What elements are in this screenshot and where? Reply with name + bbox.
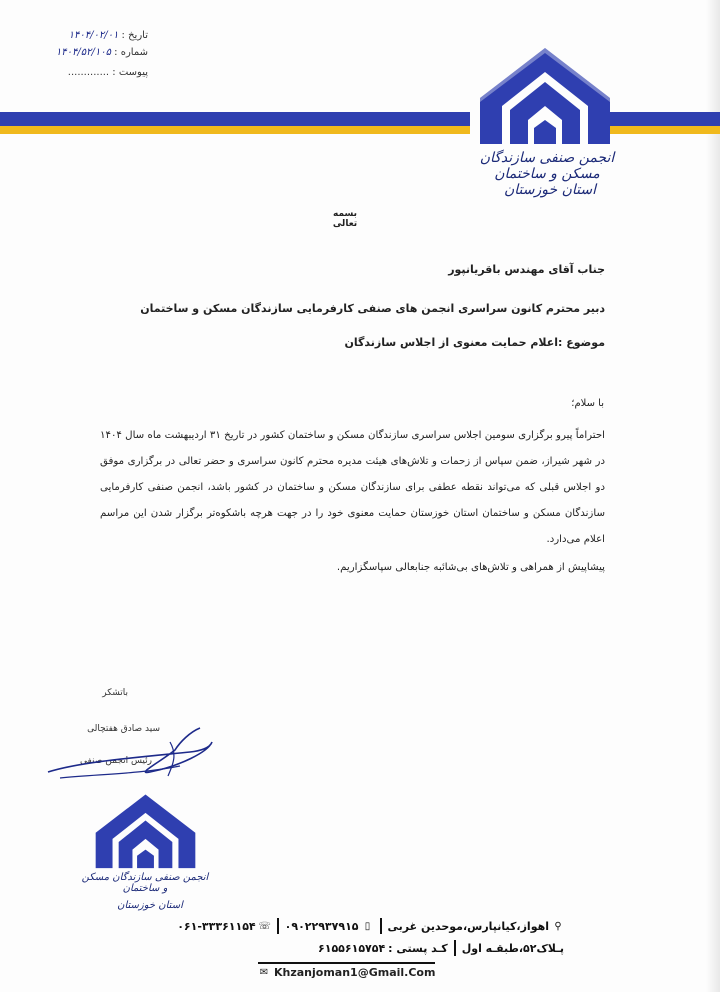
logo-icon	[470, 40, 620, 150]
footer-separator	[277, 918, 279, 934]
subject-line: موضوع :اعلام حمایت معنوی از اجلاس سازندگان	[344, 336, 605, 349]
greeting: با سلام؛	[571, 398, 604, 409]
header-band-yellow	[0, 126, 470, 134]
address-line-1: اهواز،کیانپارس،موحدین غربی	[387, 919, 549, 933]
email-icon: ✉	[259, 967, 269, 978]
number-value: ۱۴۰۴/۵۲/۱۰۵	[55, 47, 111, 58]
phone-number: ۰۶۱-۳۳۳۶۱۱۵۴	[177, 919, 256, 933]
letter-body	[100, 423, 605, 581]
attachment-label: پیوست : .............	[67, 67, 148, 78]
org-province: استان خوزستان	[504, 182, 596, 198]
mobile-icon: ▯	[364, 920, 371, 932]
footer-address-2	[456, 942, 570, 955]
basmala: بسمه تعالی	[332, 209, 358, 229]
footer-separator	[380, 918, 382, 934]
footer-row-1	[150, 915, 570, 937]
footer	[150, 915, 570, 959]
signer-role: رئیس انجمن صنفی	[79, 756, 152, 766]
footer-separator	[454, 940, 456, 956]
email-address[interactable]: Khzanjoman1@Gmail.Com	[274, 966, 436, 979]
recipient-title: دبیر محترم کانون سراسری انجمن های صنفی کارفرمایی سازندگان مسکن و ساختمان	[140, 302, 605, 315]
date-line	[18, 30, 148, 41]
logo-icon-bottom	[88, 788, 203, 873]
location-icon: ⚲	[554, 920, 562, 932]
date-label: تاریخ :	[121, 30, 148, 41]
signer-name: سید صادق هفتچالی	[87, 724, 160, 734]
closing-text: باتشکر	[102, 688, 128, 698]
postal-code: ۶۱۵۵۶۱۵۷۵۴	[318, 941, 386, 955]
number-label: شماره :	[114, 47, 148, 58]
footer-postal	[312, 942, 454, 955]
footer-address-1	[382, 920, 571, 933]
body-paragraph: احتراماً پیرو برگزاری سومین اجلاس سراسری سازندگان مسکن و ساختمان کشور در تاریخ ۳۱ اردیبهشت ماه سال ۱۴۰۴ در شهر شیراز، ضمن سپاس از زحمات و تلاش‌های هیئت مدیره محترم کانون سراسری و حضر تعالی در برگزاری موفق دو اجلاس قبلی که می‌تواند نقطه عطفی برای سازندگان مسکن و ساختمان در کشور باشد، انجمن صنفی کارفرمایی سازندگان مسکن و ساختمان استان خوزستان حمایت معنوی خود را در جهت هرچه باشکوه‌تر برگزار شدن این مراسم اعلام می‌دارد.	[100, 430, 605, 545]
signature-icon	[40, 722, 220, 784]
postal-label: کـد پستی :	[388, 941, 448, 955]
footer-mobile	[279, 920, 380, 933]
page-edge-shadow	[706, 0, 720, 992]
number-line	[18, 47, 148, 58]
mobile-number: ۰۹۰۲۲۹۳۷۹۱۵	[284, 919, 359, 933]
attachment-line	[18, 67, 148, 78]
thanks-line: پیشاپیش از همراهی و تلاش‌های بی‌شائبه جنابعالی سپاسگزاریم.	[336, 562, 605, 573]
footer-row-2	[150, 937, 570, 959]
address-line-2: پـلاک۵۲،طبقـه اول	[461, 941, 564, 955]
footer-phone	[171, 920, 276, 933]
phone-icon: ☏	[258, 920, 271, 932]
footer-email	[258, 962, 435, 979]
org-name-bottom: انجمن صنفی سازندگان مسکن و ساختمان	[81, 872, 209, 894]
org-province-bottom: استان خوزستان	[117, 900, 183, 911]
org-name: انجمن صنفی سازندگان مسکن و ساختمان	[479, 150, 615, 182]
date-value: ۱۴۰۴/۰۲/۰۱	[68, 30, 119, 41]
recipient-name: جناب آقای مهندس باقریانپور	[448, 263, 605, 276]
